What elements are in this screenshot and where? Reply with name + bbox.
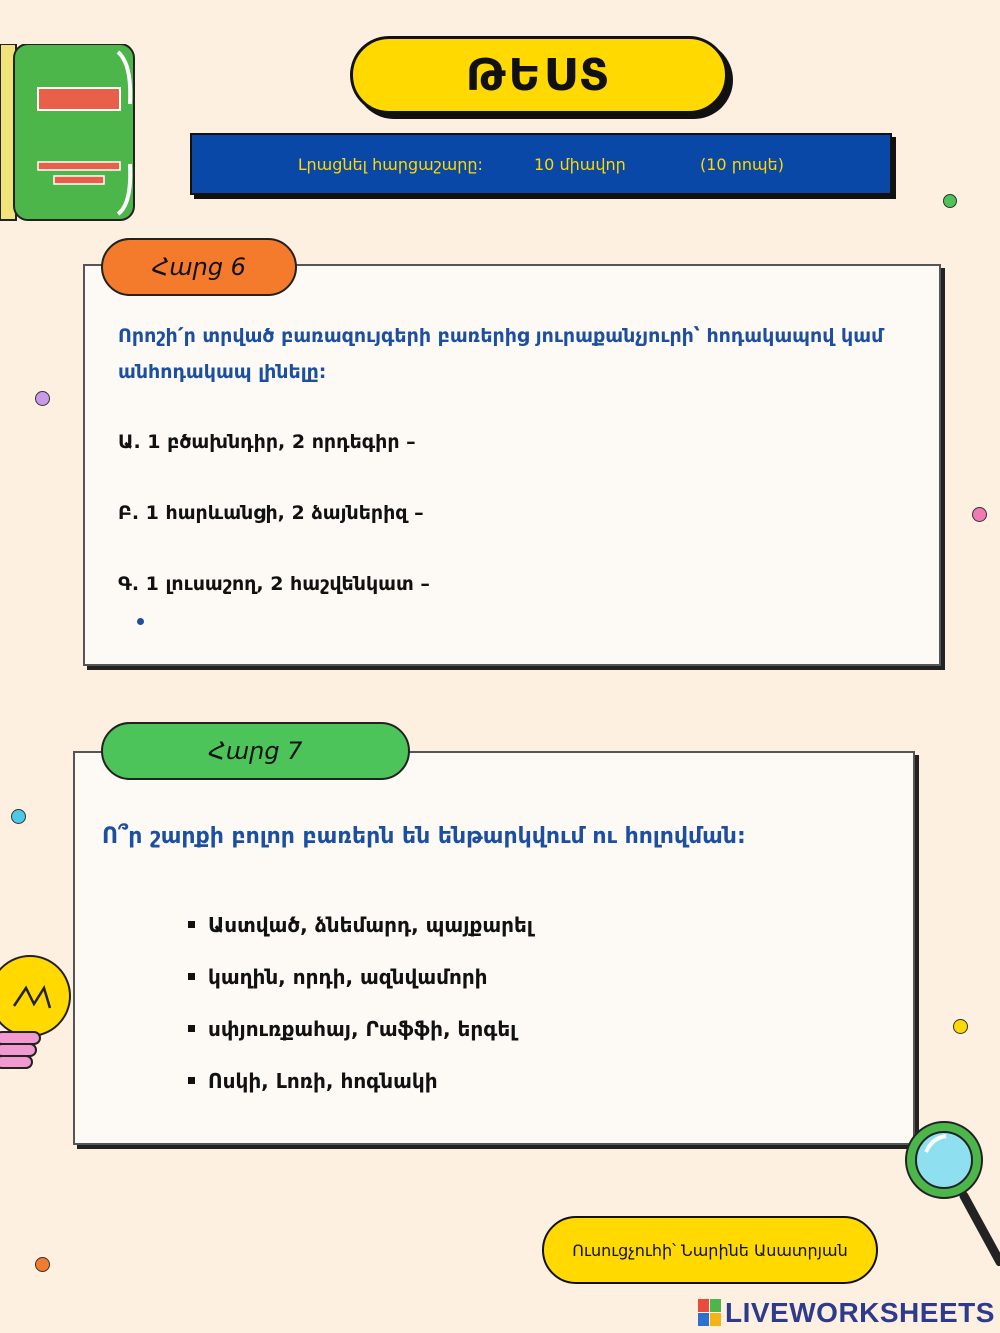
list-item: Ոսկի, Լոռի, հոգնակի [188, 1066, 788, 1118]
question-6-option-b: Բ. 1 հարևանցի, 2 ձայներիզ – [118, 502, 424, 524]
decor-dot-orange [35, 1257, 50, 1272]
page-title: ԹԵՍՏ [350, 36, 728, 114]
decor-dot-cyan [11, 809, 26, 824]
question-7-prompt: Ո՞ր շարքի բոլոր բառերն են ենթարկվում ու հոլովման: [102, 824, 746, 849]
brand-text: LIVEWORKSHEETS [725, 1297, 995, 1328]
list-item: կաղին, որդի, ազնվամորի [188, 962, 788, 1014]
brand-icon [698, 1299, 722, 1327]
question-6-option-c: Գ. 1 լուսաշող, 2 հաշվենկատ – [118, 573, 430, 595]
bullet-dot [137, 618, 144, 625]
book-icon [0, 44, 138, 222]
lightbulb-icon [0, 948, 80, 1084]
question-6-tag: Հարց 6 [101, 238, 297, 296]
points-text: 10 միավոր [534, 155, 626, 174]
question-7-tag: Հարց 7 [101, 722, 410, 780]
instruction-text: Լրացնել հարցաշարը: [298, 155, 483, 174]
brand-logo [698, 1297, 995, 1329]
decor-dot-purple [35, 391, 50, 406]
list-item: սփյուռքահայ, Րաֆֆի, երգել [188, 1014, 788, 1066]
question-7-options [188, 910, 788, 1118]
decor-dot-pink [972, 507, 987, 522]
question-6-option-a: Ա. 1 բծախնդիր, 2 որդեգիր – [118, 431, 416, 453]
decor-dot-yellow [953, 1019, 968, 1034]
question-6-prompt: Որոշի՛ր տրված բառազույգերի բառերից յուրաքանչյուրի՝ հոդակապով կամ անհոդակապ լինելը: [118, 325, 884, 383]
time-text: (10 րոպե) [700, 155, 784, 174]
magnifier-icon [902, 1114, 1000, 1266]
teacher-name: Ուսուցչուհի՝ Նարինե Ասատրյան [542, 1216, 878, 1284]
info-bar [190, 133, 892, 195]
decor-dot-green [943, 194, 957, 208]
list-item: Աստված, ձնեմարդ, պայքարել [188, 910, 788, 962]
